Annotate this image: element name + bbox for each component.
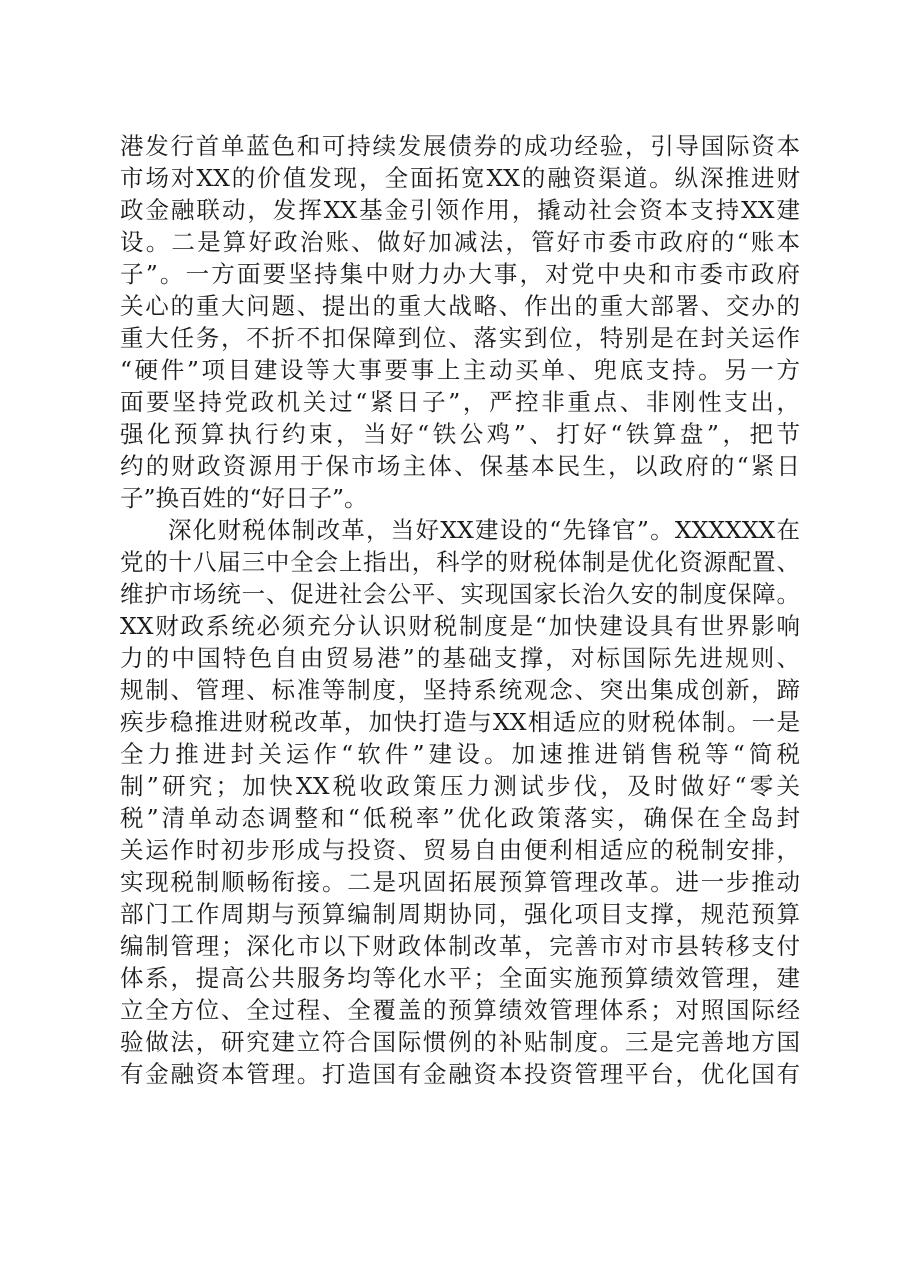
paragraph-line: “硬件”项目建设等大事要事上主动买单、兜底支持。另一方 [120,356,800,384]
paragraph-line: 关心的重大问题、提出的重大战略、作出的重大部署、交办的 [120,292,800,320]
paragraph-line: 立全方位、全过程、全覆盖的预算绩效管理体系；对照国际经 [120,996,800,1024]
paragraph-line: 子”换百姓的“好日子”。 [120,484,368,512]
paragraph-line: 验做法，研究建立符合国际惯例的补贴制度。三是完善地方国 [120,1028,800,1056]
paragraph-line: 深化财税体制改革，当好XX建设的“先锋官”。XXXXXX在 [168,516,800,544]
paragraph-line: 约的财政资源用于保市场主体、保基本民生，以政府的“紧日 [120,452,800,480]
paragraph-line: 强化预算执行约束，当好“铁公鸡”、打好“铁算盘”，把节 [120,420,800,448]
paragraph-line: 港发行首单蓝色和可持续发展债券的成功经验，引导国际资本 [120,132,800,160]
paragraph-line: 设。二是算好政治账、做好加减法，管好市委市政府的“账本 [120,228,800,256]
paragraph-line: 实现税制顺畅衔接。二是巩固拓展预算管理改革。进一步推动 [120,868,800,896]
paragraph-line: 疾步稳推进财税改革，加快打造与XX相适应的财税体制。一是 [120,708,800,736]
paragraph-line: XX财政系统必须充分认识财税制度是“加快建设具有世界影响 [120,612,800,640]
paragraph-line: 力的中国特色自由贸易港”的基础支撑，对标国际先进规则、 [120,644,800,672]
paragraph-line: 市场对XX的价值发现，全面拓宽XX的融资渠道。纵深推进财 [120,164,800,192]
paragraph-line: 子”。一方面要坚持集中财力办大事，对党中央和市委市政府 [120,260,800,288]
paragraph-line: 制”研究；加快XX税收政策压力测试步伐，及时做好“零关 [120,772,800,800]
document-body [120,130,800,1090]
paragraph-line: 体系，提高公共服务均等化水平；全面实施预算绩效管理，建 [120,964,800,992]
paragraph-line: 政金融联动，发挥XX基金引领作用，撬动社会资本支持XX建 [120,196,800,224]
paragraph-line: 部门工作周期与预算编制周期协同，强化项目支撑，规范预算 [120,900,800,928]
paragraph-line: 税”清单动态调整和“低税率”优化政策落实，确保在全岛封 [120,804,800,832]
paragraph-line: 维护市场统一、促进社会公平、实现国家长治久安的制度保障。 [120,580,800,608]
paragraph-1 [120,130,800,514]
paragraph-line: 编制管理；深化市以下财政体制改革，完善市对市县转移支付 [120,932,800,960]
paragraph-line: 关运作时初步形成与投资、贸易自由便利相适应的税制安排， [120,836,800,864]
paragraph-line: 全力推进封关运作“软件”建设。加速推进销售税等“简税 [120,740,800,768]
paragraph-line: 规制、管理、标准等制度，坚持系统观念、突出集成创新，蹄 [120,676,800,704]
paragraph-2 [120,514,800,1090]
paragraph-line: 面要坚持党政机关过“紧日子”，严控非重点、非刚性支出， [120,388,800,416]
paragraph-line: 有金融资本管理。打造国有金融资本投资管理平台，优化国有 [120,1060,800,1088]
paragraph-line: 党的十八届三中全会上指出，科学的财税体制是优化资源配置、 [120,548,800,576]
paragraph-line: 重大任务，不折不扣保障到位、落实到位，特别是在封关运作 [120,324,800,352]
